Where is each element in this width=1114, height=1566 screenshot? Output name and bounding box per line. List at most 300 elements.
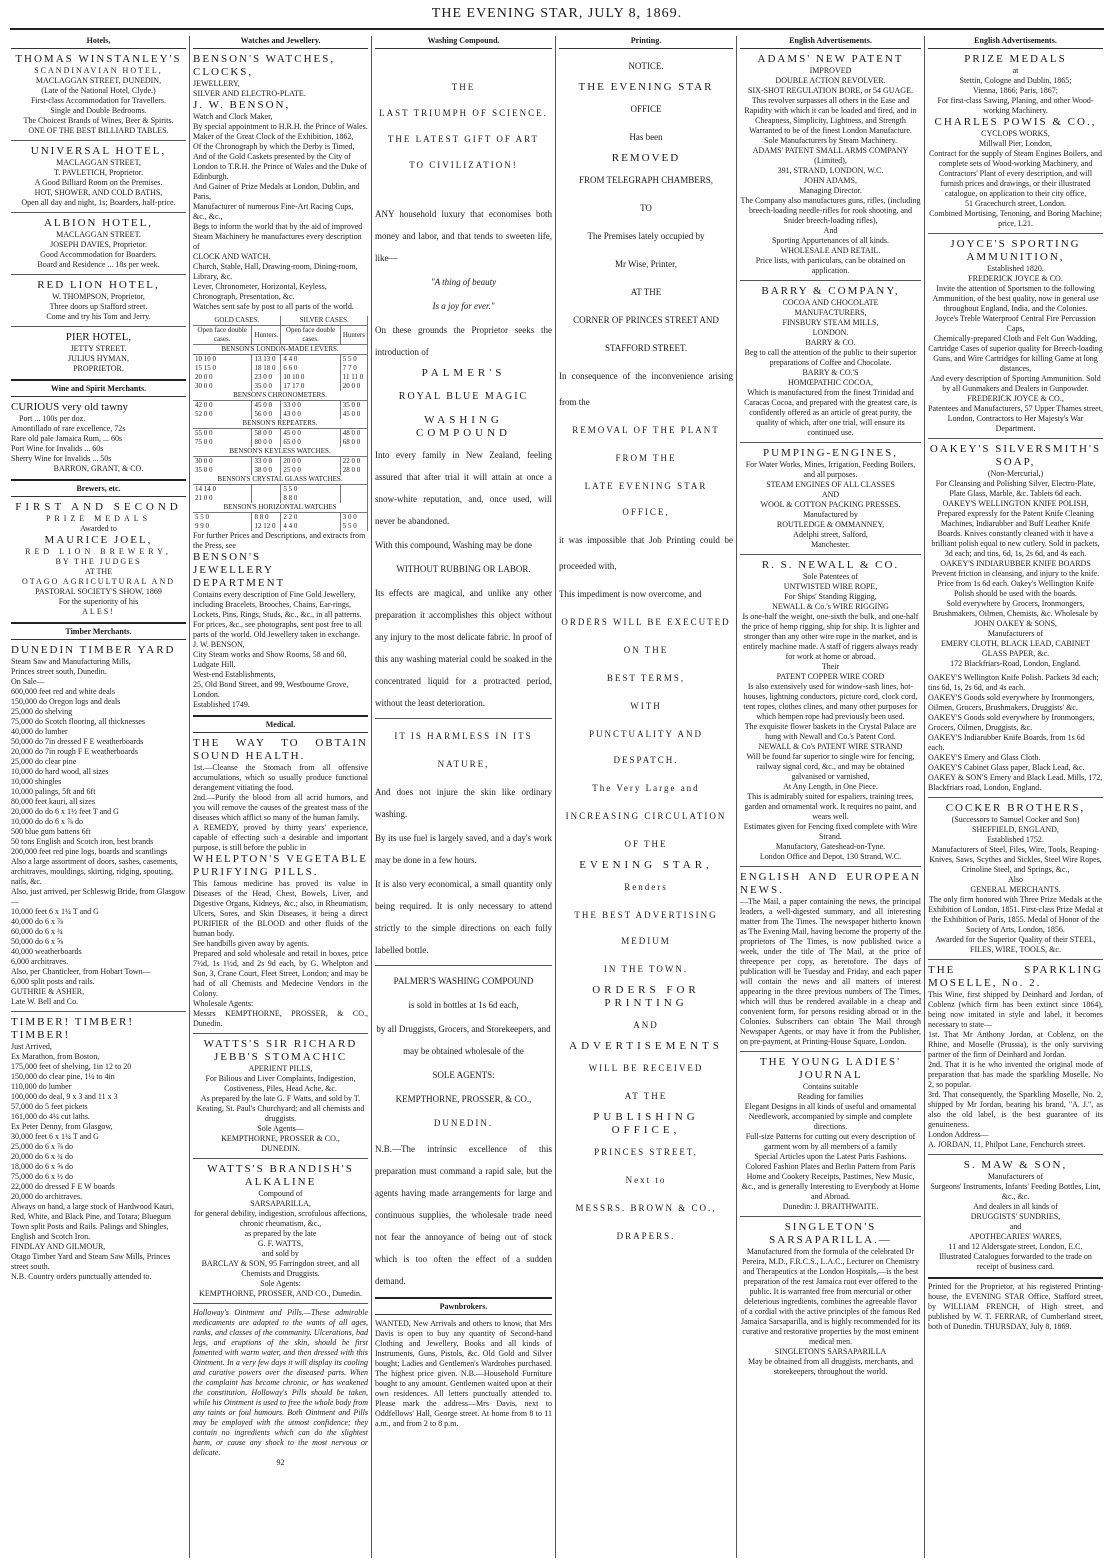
ad-title: WATTS'S SIR RICHARD JEBB'S STOMACHIC	[203, 1038, 358, 1063]
ad-line: For further Prices and Descriptions, and extracts from the Press, see	[193, 531, 366, 550]
ad-line: 600,000 feet red and white deals	[11, 687, 115, 696]
table-cell: 33 0 0	[281, 401, 340, 411]
ad-line: Of the Chronograph by which the Derby is Timed,	[193, 142, 355, 151]
table-cell: 20 0 0	[281, 457, 340, 467]
section-heading: Washing Compound.	[375, 36, 552, 49]
ad-line: STEAM ENGINES OF ALL CLASSES	[766, 480, 895, 489]
ad-line: LATE EVENING STAR OFFICE,	[584, 481, 708, 517]
header-rule	[10, 28, 1104, 30]
ad-line: Contract for the supply of Steam Engines Boilers, and complete sets of Wood-working Machinery, and Contractors' Plant of every description, and will furnish prices and drawings, or their illustrated catalogue, on application to their city office,	[928, 149, 1103, 198]
ad-line: In consequence of the inconvenience arising from the	[559, 371, 733, 407]
ad-line: 6,000 split posts and rails.	[11, 977, 95, 986]
ad-pumping-engines	[740, 447, 921, 550]
ad-line: DOUBLE ACTION REVOLVER.	[775, 76, 886, 85]
ad-line: Contains suitable	[802, 1082, 859, 1091]
column-english-ads	[737, 36, 925, 1558]
ad-line: MACLAGGAN STREET,	[56, 158, 141, 167]
ad-adams-revolver	[740, 53, 921, 276]
table-header: Open face double cases.	[281, 326, 340, 345]
ad-line: WITH	[630, 701, 662, 711]
ad-line: Church, Stable, Hall, Drawing-room, Dining-room, Library, &c.	[193, 262, 358, 281]
ad-line: Home and Cookery Receipts, Pastimes, New Music, &c., and is generally Interesting to Everybody at Home and Abroad.	[741, 1172, 920, 1201]
section-heading: Watches and Jewellery.	[193, 36, 368, 49]
ad-line: SARSAPARILLA,	[250, 1199, 311, 1208]
ad-line: Compound of	[258, 1189, 303, 1198]
divider	[11, 379, 186, 381]
table-cell: 75 0 0	[193, 438, 252, 447]
ad-line: And Gainer of Prize Medals at London, Dublin, and Paris,	[193, 182, 360, 201]
ad-line: EVENING STAR,	[579, 859, 713, 871]
ad-line: For Water Works, Mines, Irrigation, Feeding Boilers, and all purposes.	[745, 460, 916, 479]
ad-singleton-sarsaparilla	[740, 1221, 921, 1377]
ad-line: ANY household luxury that economises both money and labor, and that tends to sweeten life, like—	[375, 209, 552, 263]
divider	[928, 797, 1103, 798]
ad-line: KEMPTHORNE, PROSSER & CO.,	[221, 1134, 340, 1143]
table-row	[193, 485, 368, 495]
table-header: Hunters.	[252, 326, 281, 345]
ad-line: The Company also manufactures guns, rifles, (including breech-loading needle-rifles for rook shooting, and Snider breech-loading rifles),	[740, 196, 921, 225]
ad-line: Sole Agents—	[257, 1124, 304, 1133]
ad-line: BEST TERMS,	[606, 673, 686, 683]
ad-title: THE WAY TO OBTAIN SOUND HEALTH.	[193, 737, 368, 762]
ad-title: PIER HOTEL,	[65, 331, 132, 343]
ad-line: The Premises lately occupied by	[587, 231, 705, 241]
table-title: BENSON'S REPEATERS.	[193, 419, 368, 429]
ad-title: ENGLISH AND EUROPEAN NEWS.	[740, 871, 921, 896]
ad-line: This revolver surpasses all others in the Ease and Rapidity with which it can be loaded and fired, and in Cheapness, Simplicity, Lightness, and Strength	[744, 96, 917, 125]
ad-newall-wire	[740, 559, 921, 862]
ad-line: OTAGO AGRICULTURAL AND	[22, 577, 175, 586]
ad-line: OAKEY'S Wellington Knife Polish. Packets 3d each; tins 6d, 1s, 2s 6d, and 4s each.	[928, 673, 1099, 692]
ad-line: Millwall Pier, London,	[978, 139, 1052, 148]
ad-line: Sole Agents:	[260, 1279, 301, 1288]
ad-line: "A thing of beauty	[430, 277, 497, 287]
ad-line: And	[823, 226, 838, 235]
ad-line: Begs to inform the world that by the aid of improved Steam Machinery he manufactures every description of	[193, 222, 363, 251]
ad-title: JOYCE'S SPORTING AMMUNITION,	[950, 238, 1081, 263]
ad-line: Sole Patentees of	[802, 572, 859, 581]
ad-line: NATURE,	[437, 759, 490, 769]
ad-title: UNIVERSAL HOTEL,	[30, 145, 167, 157]
ad-title: BENSON'S WATCHES, CLOCKS,	[193, 53, 336, 78]
ad-scandinavian-hotel	[11, 53, 186, 136]
ad-line: and sold by	[262, 1249, 299, 1258]
divider	[11, 274, 186, 275]
ad-line: ROUTLEDGE & OMMANNEY,	[776, 520, 885, 529]
divider	[928, 1277, 1103, 1279]
ad-line: PUBLISHING OFFICE,	[593, 1111, 699, 1136]
ad-line: 50,000 do 7in dressed F E weatherboards	[11, 737, 144, 746]
ad-wines	[11, 401, 186, 474]
ad-line: Next to	[625, 1175, 667, 1185]
column-hotels	[8, 36, 190, 1558]
ad-line: PUNCTUALITY AND DESPATCH.	[589, 729, 703, 765]
table-cell: 20 0 0	[340, 382, 367, 391]
ad-joyce-ammunition	[928, 238, 1103, 434]
table-header: Hunters	[340, 326, 367, 345]
ad-title: FIRST AND SECOND	[15, 501, 182, 513]
ad-title: THE SPARKLING MOSELLE, No. 2.	[928, 964, 1103, 989]
table-cell: 68 0 0	[340, 438, 367, 447]
ad-line: Manufacturers of	[987, 629, 1044, 638]
ad-line: 6,000 architraves.	[11, 957, 69, 966]
ad-line: Is also extensively used for window-sash lines, hot-houses, lightning conductors, picture cord, clock cord, tent ropes, clothes clines, and many other purposes for which hempen rope had previously been used.	[743, 682, 918, 721]
ad-line: WHOLESALE AND RETAIL.	[780, 246, 881, 255]
table-cell: 9 9 0	[193, 522, 252, 531]
ad-line: ROYAL BLUE MAGIC	[398, 391, 529, 402]
ad-line: OAKEY & SON'S Emery and Black Lead. Mills, 172, Blackfriars road, London, England.	[928, 773, 1103, 792]
ad-line: ONE OF THE BEST BILLIARD TABLES.	[28, 126, 169, 135]
divider	[193, 1303, 368, 1304]
ad-title: MAURICE JOEL,	[44, 534, 153, 546]
ad-line: TO	[640, 203, 652, 213]
ad-line: As prepared by the late G. F Watts, and sold by T. Keating, St. Paul's Churchyard; and all chemists and druggists.	[196, 1094, 365, 1123]
ad-line: OFFICE	[630, 104, 662, 114]
ad-title: THE EVENING STAR	[578, 81, 714, 93]
ad-line: 172 Blackfriars-Road, London, England.	[950, 659, 1081, 668]
ad-maw-son	[928, 1159, 1103, 1272]
ad-line: UNTWISTED WIRE ROPE,	[783, 582, 878, 591]
ad-line: For first-class Sawing, Planing, and other Wood-working Machinery.	[937, 96, 1094, 115]
ad-line: DRAPERS.	[616, 1231, 676, 1241]
ad-line: May be obtained from all druggists, merchants, and storekeepers, throughout the world.	[747, 1357, 914, 1376]
ad-line: NOTICE.	[628, 61, 664, 71]
table-cell: 2 2 0	[281, 513, 340, 523]
ad-line: BARRON, GRANT, & CO.	[53, 464, 144, 473]
ad-dunedin-timber-yard	[11, 644, 186, 1007]
table-title: BENSON'S CHRONOMETERS.	[193, 391, 368, 401]
ad-line: 110,000 do lumber	[11, 1082, 72, 1091]
section-heading: Medical.	[193, 720, 368, 733]
ad-line: 51 Gracechurch street, London.	[964, 199, 1067, 208]
divider	[375, 965, 552, 966]
ad-line: (Limited),	[814, 156, 847, 165]
ad-line: Also	[1007, 875, 1024, 884]
page-number: 92	[276, 1458, 285, 1467]
table-cell: 42 0 0	[193, 401, 252, 411]
ad-line: PASTORAL SOCIETY'S SHOW, 1869	[35, 587, 162, 596]
ad-oakey-goods	[928, 673, 1103, 793]
ad-title: R. S. NEWALL & CO.	[761, 559, 900, 571]
table-cell: 21 0 0	[193, 494, 252, 503]
ad-line: Reading for families	[797, 1092, 864, 1101]
ad-line: TO CIVILIZATION!	[409, 160, 518, 170]
ad-line: Price lists, with particulars, can be obtained on application.	[755, 256, 906, 275]
ad-line: AT THE	[84, 567, 113, 576]
ad-line: West-end Establishments,	[193, 670, 276, 679]
ad-line: Is one-half the weight, one-sixth the bulk, and one-half the price of hemp rigging, ship for ship. It is lighter and stronger than any other wire rope in the market, and is entirely machine made. A staff of riggers always ready for work at home or abroad.	[741, 612, 920, 661]
table-row	[193, 494, 368, 503]
ad-line: SCANDINAVIAN HOTEL,	[34, 66, 163, 75]
ad-line: Combined Mortising, Tenoning, and Boring Machine; price, L21.	[929, 209, 1102, 228]
ad-line: SIX-SHOT REGULATION BORE, or 54 GUAGE.	[748, 86, 913, 95]
ad-line: For Ships' Standing Rigging,	[784, 592, 877, 601]
table-row	[193, 364, 368, 373]
ad-line: Always on hand, a large stock of Hardwood Kauri, Red, White, and Black Pine, and Totara; Bluegum Town split Posts and Rails. Palings and Shingles, English and Scotch Iron.	[11, 1202, 174, 1241]
ad-powis-medals	[928, 53, 1103, 229]
ad-line: COCOA AND CHOCOLATE	[782, 298, 879, 307]
ad-line: Also a large assortment of doors, sashes, casements, architraves, mouldings, skirting, ridging, spouting, nails, &c.	[11, 857, 178, 886]
table-cell: 5 5 0	[193, 513, 252, 523]
ad-line: 175,000 feet of shelving, 1in 12 to 20	[11, 1062, 132, 1071]
ad-line: CLOCK AND WATCH.	[193, 252, 271, 261]
ad-line: IT IS HARMLESS IN ITS	[394, 731, 533, 741]
ad-line: WOOL & COTTON PACKING PRESSES.	[760, 500, 901, 509]
ad-line: Open all day and night, 1s; Boarders, half-price.	[21, 198, 176, 207]
ad-title: OAKEY'S SILVERSMITH'S SOAP,	[929, 443, 1102, 468]
ad-line: THE BEST ADVERTISING MEDIUM	[574, 910, 718, 946]
ad-line: And dealers in all kinds of	[973, 1202, 1058, 1211]
divider	[740, 442, 921, 443]
ad-washing-compound	[375, 75, 552, 177]
ad-line: KEMPTHORNE, PROSSER, & CO.,	[395, 1094, 532, 1104]
ad-line: (Late of the National Hotel, Clyde.)	[41, 86, 156, 95]
ad-line: And does not injure the skin like ordinary washing.	[375, 787, 552, 819]
ad-line: THE	[451, 82, 476, 92]
ad-line: Otago Timber Yard and Steam Saw Mills, Princes street south.	[11, 1252, 171, 1271]
ad-line: JOSEPH DAVIES, Proprietor.	[50, 240, 147, 249]
ad-line: JULIUS HYMAN,	[68, 354, 129, 363]
ad-red-lion-brewery	[11, 501, 186, 617]
ad-line: 40,000 weatherboards	[11, 947, 82, 956]
ad-line: AT THE	[630, 287, 662, 297]
ad-title: PALMER'S	[421, 367, 506, 379]
ad-line: OAKEY'S INDIARUBBER KNIFE BOARDS	[940, 559, 1091, 568]
ad-line: Stettin, Cologne and Dublin, 1865;	[959, 76, 1072, 85]
ad-line: 150,000 do clear pine, 1¼ to 4in	[11, 1072, 115, 1081]
ad-line: FINSBURY STEAM MILLS,	[782, 318, 879, 327]
ad-title: BARRY & COMPANY,	[761, 285, 900, 297]
ad-line: 20,000 do 7in rough F E weatherboards	[11, 747, 138, 756]
ad-barry-cocoa	[740, 285, 921, 438]
divider	[193, 1158, 368, 1159]
ad-line: Manufactory, Gateshead-on-Tyne.	[775, 842, 886, 851]
ad-washing-body-2	[375, 444, 552, 714]
ad-line: 150,000 do Oregon logs and deals	[11, 697, 121, 706]
ad-line: Its effects are magical, and unlike any other preparation it accomplishes this object without any injury to the most delicate fabric. In proof of this any washing material could be soaked in the concentrated liquid for a protracted period, without the least deterioration.	[375, 588, 552, 708]
ad-line: APOTHECARIES' WARES,	[969, 1232, 1062, 1241]
ad-line: Watches sent safe by post to all parts of the world.	[193, 302, 354, 311]
ad-line: This is admirably suited for espaliers, training trees, garden and ornamental work. It requires no paint, and wears well.	[744, 792, 917, 821]
ad-line: JOHN ADAMS,	[804, 176, 857, 185]
table-title: BENSON'S HORIZONTAL WATCHES	[193, 503, 368, 513]
ad-line: AND	[633, 1020, 659, 1030]
ad-line: 57,000 do 5 feet pickets	[11, 1102, 88, 1111]
ad-line: Established 1820.	[987, 264, 1044, 273]
divider	[193, 715, 368, 717]
ad-line: 10,000 do hard wood, all sizes	[11, 767, 109, 776]
ad-line: Port Wine for Invalids ... 60s	[11, 444, 104, 453]
ad-line: For Cleansing and Polishing Silver, Electro-Plate, Plate Glass, Marble, &c. Tablets 6d each.	[935, 479, 1096, 498]
ad-line: Mr Wise, Printer,	[614, 259, 678, 269]
ad-line: MACLAGGAN STREET.	[56, 230, 141, 239]
ad-line: Messrs KEMPTHORNE, PROSSER, & CO., Dunedin.	[193, 1009, 368, 1028]
ad-line: The only firm honored with Three Prize Medals at the Exhibition of London, 1851. First-class Prize Medal at the Exhibition of Paris, 1855. Medal of Honor of the Society of Arts, London, 1856.	[928, 895, 1103, 934]
ad-line: for general debility, indigestion, scrofulous affections, chronic rheumatism, &c.,	[193, 1209, 368, 1228]
ad-line: and	[1009, 1222, 1022, 1231]
table-row	[193, 401, 368, 411]
table-cell: 5 5 0	[340, 355, 367, 365]
divider	[740, 280, 921, 281]
divider	[11, 1011, 186, 1012]
ad-line: 30,000 feet 6 x 1¼ T and G	[11, 1132, 99, 1141]
ad-line: BARCLAY & SON, 95 Farringdon street, and all Chemists and Druggists.	[201, 1259, 360, 1278]
section-heading: Wine and Spirit Merchants.	[11, 384, 186, 397]
ad-line: Come and try his Tom and Jerry.	[46, 312, 151, 321]
ad-watts-pills	[193, 1038, 368, 1154]
table-cell: 33 0 0	[252, 457, 281, 467]
ad-line: The Very Large and	[592, 783, 700, 793]
table-row	[193, 373, 368, 382]
ad-line: BY THE JUDGES	[55, 557, 142, 566]
ad-line: Rare old pale Jamaica Rum, ... 60s	[11, 434, 123, 443]
spacer	[375, 181, 552, 203]
ad-line: 161,000 do 4¼ cut laths.	[11, 1112, 90, 1121]
table-header: GOLD CASES.	[193, 316, 281, 326]
ad-line: HOMŒPATHIC COCOA,	[787, 378, 874, 387]
ad-line: For Bilious and Liver Complaints, Indigestion,	[205, 1074, 356, 1083]
ad-line: MESSRS. BROWN & CO.,	[575, 1203, 717, 1213]
ad-line: GENERAL MERCHANTS.	[970, 885, 1061, 894]
ad-line: HOT, SHOWER, AND COLD BATHS,	[34, 188, 163, 197]
ad-pawnbroker: WANTED, New Arrivals and others to know, that Mrs Davis is open to buy any quantity of Second-hand Clothing and Jewellery, Books and all kinds of Instruments, Guns, Pistols, &c. Old Gold and Silver bought; Ladies and Gentlemen's Wardrobes purchased. The highest price given. N.B.—Household Furniture bought to any amount. Gentlemen waited upon at their own residences. All letters punctually attended to. Please mark the address—Mrs Davis, next to Oddfellows' Hall, George street. At home from 8 to 11 a.m., and from 2 to 8 p.m.	[375, 1319, 552, 1428]
ad-line: Amontillado of rare excellence, 72s	[11, 424, 126, 433]
table-cell: 5 5 0	[340, 522, 367, 531]
ad-line: —The Mail, a paper containing the news, the principal leaders, a well-digested summary, and all interesting matter from The Times. The newspaper hitherto known as The Evening Mail, having become the property of the proprietors of The Times, is now published twice a week, under the title of The Mail, at the price of threepence per copy, as heretofore. The days of publication will be Tuesday and Friday, and each paper will contain the news and all matters of interest appearing in the three previous numbers of The Times, which will thus be rendered available in a cheap and convenient form, for persons residing abroad or in the Colonies. Subscribers can obtain The Mail through Newspaper Agents, or may have it from the Publisher, on pre-payment, at Printing-House Square, London.	[740, 897, 921, 1046]
divider	[11, 622, 186, 624]
ad-line: 40,000 do lumber	[11, 727, 68, 736]
ad-nb: N.B.—The intrinsic excellence of this preparation must command a rapid sale, but the agents having made arrangements for large and continuous supplies, the wholesale trade need not fear the annoyance of being out of stock which is too often the effect of a sudden demand.	[375, 1144, 552, 1286]
ad-line: By special appointment to H.R.H. the Prince of Wales.	[193, 122, 368, 131]
ad-line: 500 blue gum battens 6ft	[11, 827, 91, 836]
ad-line: CYCLOPS WORKS,	[981, 129, 1050, 138]
table-title: BENSON'S CRYSTAL GLASS WATCHES.	[193, 475, 368, 485]
table-cell: 14 14 0	[193, 485, 252, 495]
ad-line: OAKEY'S Goods sold everywhere by Ironmongers, Grocers, Oilmen, Druggists, &c.	[928, 713, 1095, 732]
ad-line: Board and Residence ... 18s per week.	[37, 260, 160, 269]
ad-line: Adelphi street, Salford,	[793, 530, 868, 539]
ad-line: T. PAVLETICH, Proprietor.	[54, 168, 143, 177]
table-cell: 23 0 0	[252, 373, 281, 382]
ad-line: G. F. WATTS,	[257, 1239, 304, 1248]
divider	[193, 1033, 368, 1034]
ad-line: is sold in bottles at 1s 6d each,	[408, 1000, 519, 1010]
table-cell: 56 0 0	[252, 410, 281, 419]
ad-line: 3rd. That consequently, the Sparkling Moselle, No. 2, shipped by Mr Jordan, bearing his brand, "A. J.", as also the old label, is the best guarantee of its genuineness.	[928, 1090, 1103, 1129]
table-cell: 35 0 0	[340, 401, 367, 411]
ad-line: At Any Length, in One Piece.	[783, 782, 878, 791]
ad-line: 25,000 do shelving	[11, 707, 73, 716]
ad-title: THOMAS WINSTANLEY'S	[15, 53, 182, 65]
table-cell	[340, 485, 367, 495]
ad-line: Will be found far superior to single wire for fencing, railway signal cord, &c., and may be obtained galvanised or varnished,	[746, 752, 915, 781]
table-header: Open face double cases.	[193, 326, 252, 345]
table-cell: 38 0 0	[252, 466, 281, 475]
ad-title: WHELPTON'S VEGETABLE PURIFYING PILLS.	[193, 853, 368, 878]
imprint: Printed for the Proprietor, at his registered Printing-house, the EVENING STAR Office, Stafford street, by WILLIAM FRENCH, of High street, and published by W. T. FERRAR, of Cumberland street, both of Dunedin. THURSDAY, July 8, 1869.	[928, 1282, 1103, 1331]
ad-line: GUTHRIE & ASHER,	[11, 987, 85, 996]
ad-line: SHEFFIELD, ENGLAND,	[972, 825, 1059, 834]
ad-line: Their	[821, 662, 840, 671]
ad-line: Established 1752.	[987, 835, 1044, 844]
ad-line: The exquisite flower baskets in the Crystal Palace are hung with Newall and Co.'s Patent Cord.	[744, 722, 917, 741]
table-cell: 65 0 0	[281, 438, 340, 447]
table-cell: 52 0 0	[193, 410, 252, 419]
ad-line: BARRY & CO.'S	[802, 368, 859, 377]
ad-line: FROM TELEGRAPH CHAMBERS,	[578, 175, 714, 185]
ad-line: BARRY & CO.	[805, 338, 856, 347]
ad-line: OAKEY'S Emery and Glass Cloth.	[928, 753, 1041, 762]
ad-line: Which is manufactured from the finest Trinidad and Caracas Cocoa, and prepared with the greatest care, is confidently offered as an article of great purity, the quality of which, after one trial, will ensure its continued use.	[744, 388, 917, 437]
ad-line: ORDERS WILL BE EXECUTED	[561, 617, 731, 627]
ad-line: 10,000 shingles	[11, 777, 62, 786]
ad-line: 25,000 do clear pine	[11, 757, 77, 766]
ad-line: OF THE	[624, 839, 668, 849]
ad-line: Manufactured from the formula of the celebrated Dr Pereira, M.D., F.R.C.S., L.A.C., Lecturer on Chemistry and Therapeutics at the London Hospitals,—is the best preparation of the rest Jamaica root ever offered to the public. It is warranted free from mercurial or other deleterious ingredients, combines the agreeable flavor of a cordial with the active principles of the famous Red Jamaica Sarsaparilla, and is highly recommended for its curative and restorative properties by the most eminent medical men.	[740, 1247, 921, 1346]
ad-findlay-gilmour	[11, 1016, 186, 1282]
ad-line: WITHOUT RUBBING OR LABOR.	[396, 564, 531, 574]
ad-line: Has been	[629, 132, 663, 142]
ad-line: And of the Gold Caskets presented by the City of London to T.R.H. the Prince of Wales and the Duke of Edinburgh.	[193, 152, 367, 181]
ad-line: (Successors to Samuel Cocker and Son)	[951, 815, 1080, 824]
ad-line: Invite the attention of Sportsmen to the following Ammunition, of the best quality, now in general use throughout England, India, and the Colonies.	[932, 284, 1099, 313]
ad-line: SOLE AGENTS:	[432, 1070, 495, 1080]
ad-line: 10,000 palings, 5ft and 6ft	[11, 787, 96, 796]
ad-line: DUNEDIN.	[433, 1118, 494, 1128]
ad-sole-agents	[375, 970, 552, 1134]
section-heading: Hotels,	[11, 36, 186, 49]
ad-line: IN THE TOWN.	[603, 964, 689, 974]
ad-line: 25, Old Bond Street, and 99, Westbourne Grove, London.	[193, 680, 349, 699]
ad-line: WILL BE RECEIVED	[588, 1063, 704, 1073]
ad-line: 22,000 do dressed F E W boards	[11, 1182, 115, 1191]
ad-line: Renders	[624, 882, 668, 892]
ad-line: 1st. That Mr Anthony Jordan, at Coblenz, on the Rhine, and Moselle (Prussia), is the only surviving partner of the firm of Deinhard and Jordan.	[928, 1030, 1103, 1059]
ad-line: City Steam works and Show Rooms, 58 and 60, Ludgate Hill.	[193, 650, 347, 669]
table-cell: 35 0 0	[252, 382, 281, 391]
ad-line: IMPROVED	[809, 66, 852, 75]
divider	[11, 326, 186, 327]
table-header: SILVER CASES.	[281, 316, 368, 326]
ad-line: On Sale—	[11, 677, 45, 686]
divider	[740, 866, 921, 867]
table-row	[193, 457, 368, 467]
ad-line: DRUGGISTS' SUNDRIES,	[970, 1212, 1061, 1221]
table-cell: 18 18 0	[252, 364, 281, 373]
ad-line: MANUFACTURERS,	[794, 308, 867, 317]
divider	[740, 1216, 921, 1217]
table-cell: 30 0 0	[193, 382, 252, 391]
ad-line: Sherry Wine for Invalids ... 50s	[11, 454, 112, 463]
ad-line: Manufactured by	[803, 510, 858, 519]
ad-line: APERIENT PILLS,	[248, 1064, 313, 1073]
ad-title: ADAMS' NEW PATENT	[757, 53, 904, 65]
spacer	[375, 53, 552, 75]
ad-line: NEWALL & Co's PATENT WIRE STRAND	[758, 742, 903, 751]
ad-title: REMOVED	[611, 152, 681, 164]
ad-line: 2nd.—Purify the blood from all acrid humors, and you will remove the causes of the greatest mass of the diseases which afflict so many of the human family.	[193, 793, 368, 822]
table-cell: 30 0 0	[193, 457, 252, 467]
ad-line: RED LION BREWERY,	[25, 547, 172, 556]
ad-line: Late W. Bell and Co.	[11, 997, 79, 1006]
ad-title: THE YOUNG LADIES' JOURNAL	[759, 1056, 902, 1081]
ad-line: Ex Peter Denny, from Glasgow,	[11, 1122, 113, 1131]
ad-title: COCKER BROTHERS,	[945, 802, 1086, 814]
ad-sparkling-moselle	[928, 964, 1103, 1150]
table-cell: 10 10 0	[281, 373, 340, 382]
table-cell: 45 0 0	[281, 429, 340, 439]
ad-line: by all Druggists, Grocers, and Storekeepers, and may be obtained wholesale of the	[376, 1024, 551, 1056]
